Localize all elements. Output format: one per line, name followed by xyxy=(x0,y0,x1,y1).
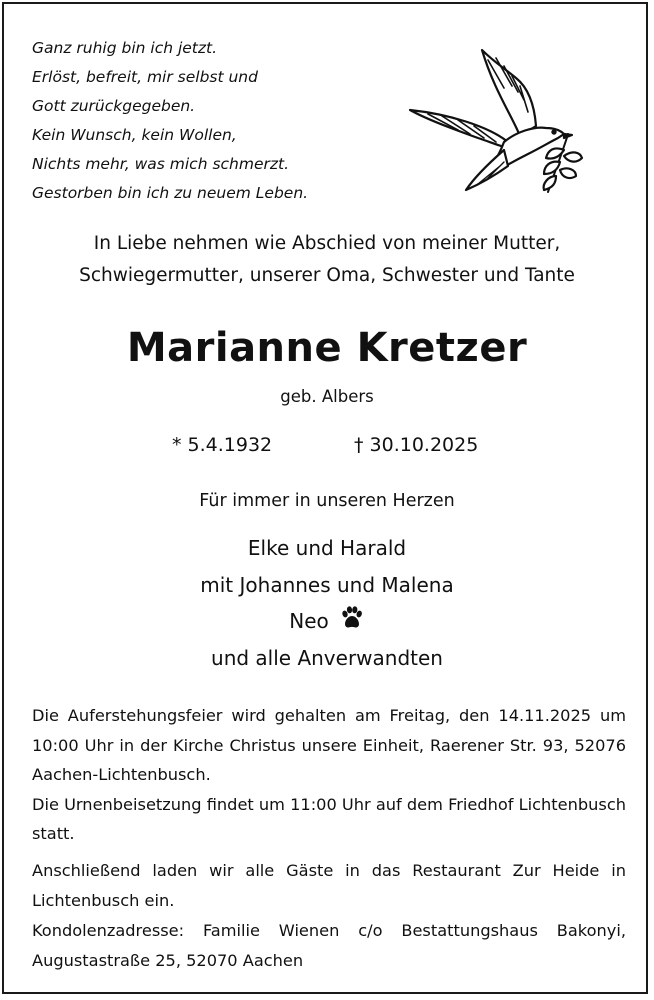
mourner-line-pet xyxy=(4,603,650,640)
death-date: † 30.10.2025 xyxy=(354,434,479,456)
mourner-line: mit Johannes und Malena xyxy=(200,572,454,597)
obituary-notice xyxy=(2,2,648,994)
ceremony-text: Die Auferstehungsfeier wird gehalten am Freitag, den 14.11.2025 um 10:00 Uhr in der Kirche Christus unsere Einheit, Raerener Str. 93, 52076 Aachen-Lichtenbusch. xyxy=(32,706,626,784)
poem-line: Kein Wunsch, kein Wollen, xyxy=(32,126,237,144)
mourners-list xyxy=(4,530,650,676)
intro-line: In Liebe nehmen wie Abschied von meiner Mutter, xyxy=(93,233,561,254)
intro-text xyxy=(4,228,650,292)
urn-burial-text: Die Urnenbeisetzung findet um 11:00 Uhr auf dem Friedhof Lichtenbusch statt. xyxy=(32,794,626,843)
condolence-address xyxy=(32,916,626,975)
deceased-name: Marianne Kretzer xyxy=(126,325,528,371)
poem-line: Gestorben bin ich zu neuem Leben. xyxy=(32,184,309,202)
mourner-line: Elke und Harald xyxy=(247,536,407,560)
birth-date: * 5.4.1932 xyxy=(172,434,273,456)
dove-with-olive-branch-icon xyxy=(408,38,588,198)
poem-line: Ganz ruhig bin ich jetzt. xyxy=(32,39,218,57)
intro-line: Schwiegermutter, unserer Oma, Schwester und Tante xyxy=(79,265,575,286)
poem xyxy=(32,34,392,208)
mourner-line: und alle Anverwandten xyxy=(211,645,443,670)
maiden-name: geb. Albers xyxy=(280,387,374,406)
paw-print-icon xyxy=(339,605,365,631)
condolence-text: Kondolenzadresse: Familie Wienen c/o Bestattungshaus Bakonyi, Augustastraße 25, 52070 Aachen xyxy=(32,921,626,970)
poem-line: Gott zurückgegeben. xyxy=(32,97,196,115)
ceremony-details xyxy=(32,701,626,849)
poem-line: Nichts mehr, was mich schmerzt. xyxy=(32,155,290,173)
reception-text: Anschließend laden wir alle Gäste in das Restaurant Zur Heide in Lichtenbusch ein. xyxy=(32,861,626,910)
poem-line: Erlöst, befreit, mir selbst und xyxy=(32,68,258,86)
reception-details xyxy=(32,856,626,915)
pet-name: Neo xyxy=(289,609,329,633)
motto: Für immer in unseren Herzen xyxy=(199,491,455,511)
